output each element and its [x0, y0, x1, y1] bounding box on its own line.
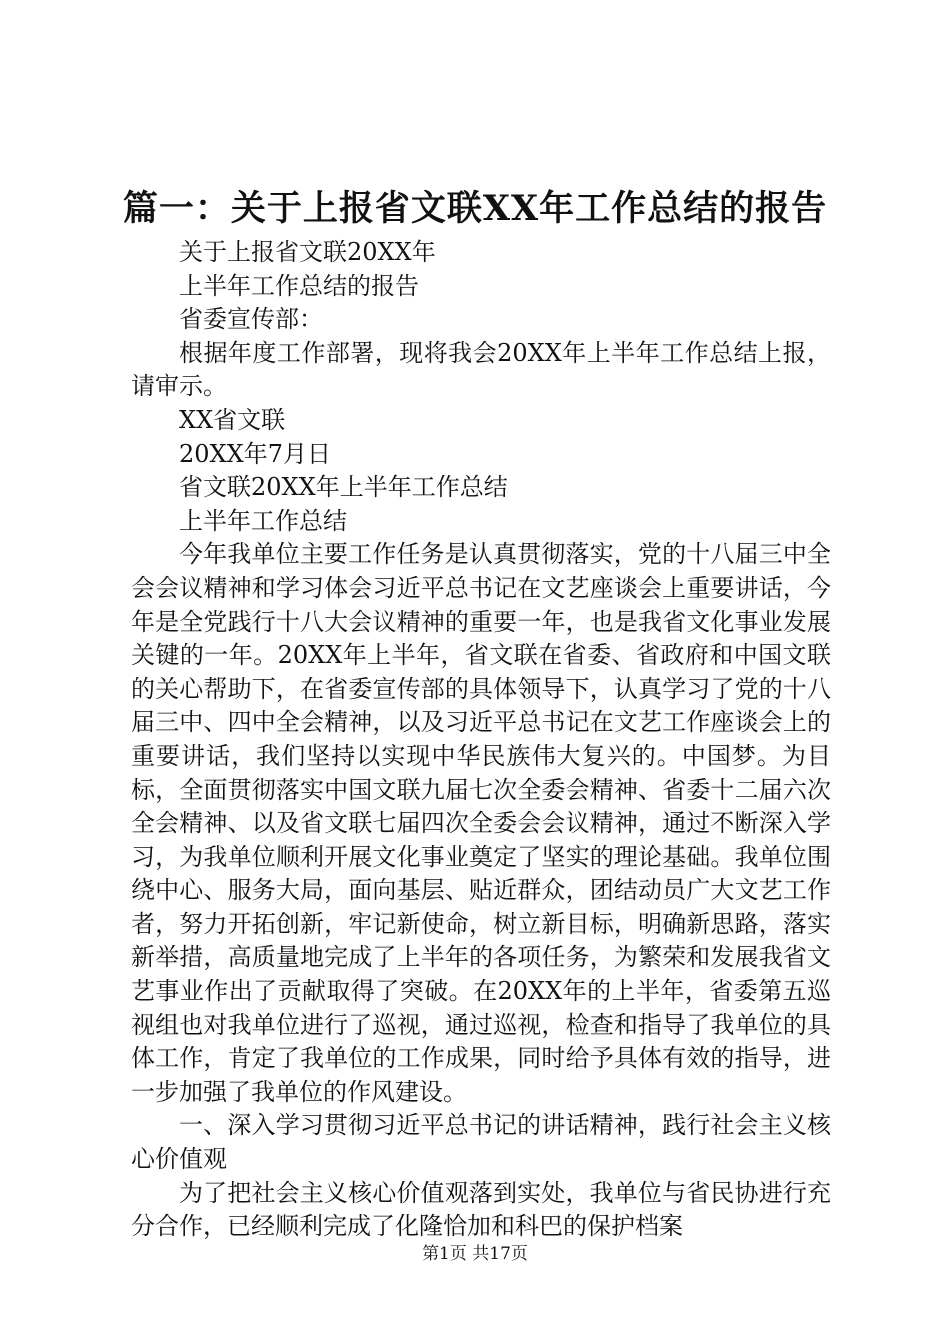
paragraph-heading-line-1: 关于上报省文联20XX年 — [179, 238, 436, 266]
paragraph-summary-subtitle: 上半年工作总结 — [179, 506, 347, 535]
page-number-footer: 第1页 共17页 — [422, 1244, 528, 1264]
paragraph-main-body: 今年我单位主要工作任务是认真贯彻落实，党的十八届三中全会会议精神和学习体会习近平总书记在文艺座谈会上重要讲话，今年是全党践行十八大会议精神的重要一年，也是我省文化事业发展关键的一年。20XX年上半年，省文联在省委、省政府和中国文联的关心帮助下，在省委宣传部的具体领导下，认真学习了党的十八届三中、四中全会精神，以及习近平总书记在文艺工作座谈会上的重要讲话，我们坚持以实现中华民族伟大复兴的。中国梦。为目标，全面贯彻落实中国文联九届七次全委会精神、省委十二届六次全会精神、以及省文联七届四次全委会会议精神，通过不断深入学习，为我单位顺利开展文化事业奠定了坚实的理论基础。我单位围绕中心、服务大局，面向基层、贴近群众，团结动员广大文艺工作者，努力开拓创新，牢记新使命，树立新目标，明确新思路，落实新举措，高质量地完成了上半年的各项任务，为繁荣和发展我省文艺事业作出了贡献取得了突破。在20XX年的上半年，省委第五巡视组也对我单位进行了巡视，通过巡视，检查和指导了我单位的具体工作，肯定了我单位的工作成果，同时给予具体有效的指导，进一步加强了我单位的作风建设。 — [131, 540, 831, 1106]
paragraph-request: 根据年度工作部署，现将我会20XX年上半年工作总结上报，请审示。 — [131, 338, 831, 401]
paragraph-section-body: 为了把社会主义核心价值观落到实处，我单位与省民协进行充分合作，已经顺利完成了化隆恰加和科巴的保护档案 — [131, 1178, 831, 1241]
paragraph-section-heading: 一、深入学习贯彻习近平总书记的讲话精神，践行社会主义核心价值观 — [131, 1111, 831, 1174]
document-title: 篇一：关于上报省文联XX年工作总结的报告 — [122, 188, 828, 229]
paragraph-heading-line-2: 上半年工作总结的报告 — [179, 271, 419, 300]
paragraph-recipient: 省委宣传部： — [179, 305, 323, 334]
paragraph-summary-title: 省文联20XX年上半年工作总结 — [179, 473, 508, 502]
paragraph-signature-org: XX省文联 — [179, 405, 286, 434]
document-body — [131, 236, 831, 1244]
paragraph-signature-date: 20XX年7月日 — [179, 439, 331, 468]
